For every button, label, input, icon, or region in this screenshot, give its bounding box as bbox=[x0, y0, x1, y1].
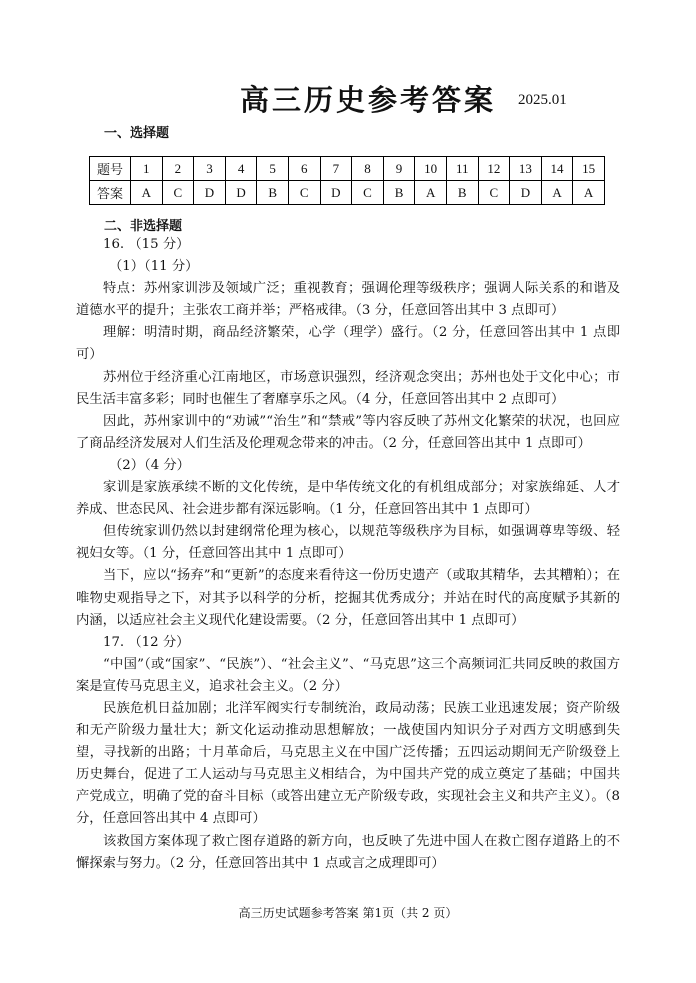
question-number-cell: 8 bbox=[352, 157, 384, 181]
answer-cell: D bbox=[510, 181, 542, 205]
answer-cell: A bbox=[131, 181, 163, 205]
section-heading-nonchoice: 二、非选择题 bbox=[104, 219, 183, 234]
answer-paragraph: 16. （15 分） bbox=[103, 237, 190, 252]
answer-cell: C bbox=[288, 181, 320, 205]
question-number-cell: 6 bbox=[288, 157, 320, 181]
answer-cell: D bbox=[320, 181, 352, 205]
answer-cell: A bbox=[415, 181, 447, 205]
question-number-cell: 7 bbox=[320, 157, 352, 181]
row-label-answer: 答案 bbox=[90, 181, 131, 205]
question-number-cell: 14 bbox=[541, 157, 573, 181]
question-number-cell: 5 bbox=[257, 157, 289, 181]
answer-paragraph: 但传统家训仍然以封建纲常伦理为核心，以规范等级秩序为目标，如强调尊卑等级、轻视妇女等。（1 分，任意回答出其中 1 点即可） bbox=[76, 524, 620, 562]
answer-paragraph: “中国”（或“国家”、“民族”）、“社会主义”、“马克思”这三个高频词汇共同反映的救国方案是宣传马克思主义，追求社会主义。（2 分） bbox=[76, 656, 620, 694]
answer-paragraph: 理解：明清时期，商品经济繁荣，心学（理学）盛行。（2 分，任意回答出其中 1 点即可） bbox=[76, 325, 620, 363]
section-heading-choice: 一、选择题 bbox=[104, 126, 170, 141]
answer-paragraph: （2）（4 分） bbox=[109, 457, 190, 473]
answer-paragraph: 特点：苏州家训涉及领域广泛；重视教育；强调伦理等级秩序；强调人际关系的和谐及道德水平的提升；主张农工商并举；严格戒律。（3 分，任意回答出其中 3 点即可） bbox=[76, 281, 620, 319]
answer-cell: C bbox=[162, 181, 194, 205]
question-number-cell: 9 bbox=[383, 157, 415, 181]
answer-cell: B bbox=[446, 181, 478, 205]
answer-paragraph: 民族危机日益加剧；北洋军阀实行专制统治，政局动荡；民族工业迅速发展；资产阶级和无产阶级力量壮大；新文化运动推动思想解放；一战使国内知识分子对西方文明感到失望，寻找新的出路；十月革命后，马克思主义在中国广泛传播；五四运动期间无产阶级登上历史舞台，促进了工人运动与马克思主义相结合，为中国共产党的成立奠定了基础；中国共产党成立，明确了党的奋斗目标（或答出建立无产阶级专政，实现社会主义和共产主义）。（8 分，任意回答出其中 4 点即可） bbox=[76, 700, 620, 827]
page-title: 高三历史参考答案 bbox=[239, 83, 496, 117]
question-number-cell: 13 bbox=[510, 157, 542, 181]
answer-cell: A bbox=[573, 181, 605, 205]
answer-paragraph: 当下，应以“扬弃”和“更新”的态度来看待这一份历史遗产（或取其精华，去其糟粕）；在唯物史观指导之下，对其予以科学的分析，挖掘其优秀成分；并站在时代的高度赋予其新的内涵，以适应社会主义现代化建设需要。（2 分，任意回答出其中 1 点即可） bbox=[76, 568, 620, 628]
question-number-cell: 2 bbox=[162, 157, 194, 181]
answer-cell: D bbox=[225, 181, 257, 205]
answer-cell: B bbox=[257, 181, 289, 205]
question-number-cell: 15 bbox=[573, 157, 605, 181]
question-number-cell: 1 bbox=[131, 157, 163, 181]
question-number-cell: 3 bbox=[194, 157, 226, 181]
answer-paragraph: 家训是家族承续不断的文化传统，是中华传统文化的有机组成部分；对家族绵延、人才养成、世态民风、社会进步都有深远影响。（1 分，任意回答出其中 1 点即可） bbox=[76, 480, 620, 518]
answer-paragraph: （1）（11 分） bbox=[109, 259, 199, 275]
question-number-cell: 11 bbox=[446, 157, 478, 181]
answer-paragraph: 17. （12 分） bbox=[103, 634, 190, 650]
answer-cell: C bbox=[478, 181, 510, 205]
question-number-cell: 12 bbox=[478, 157, 510, 181]
answer-row bbox=[90, 181, 605, 205]
answer-table bbox=[89, 156, 605, 205]
answer-cell: C bbox=[352, 181, 384, 205]
answer-paragraph: 因此，苏州家训中的“劝诫”“治生”和“禁戒”等内容反映了苏州文化繁荣的状况，也回应了商品经济发展对人们生活及伦理观念带来的冲击。（2 分，任意回答出其中 1 点即可） bbox=[76, 413, 620, 451]
answer-cell: D bbox=[194, 181, 226, 205]
question-number-cell: 10 bbox=[415, 157, 447, 181]
answer-paragraph: 该救国方案体现了救亡图存道路的新方向，也反映了先进中国人在救亡图存道路上的不懈探索与努力。（2 分，任意回答出其中 1 点或言之成理即可） bbox=[76, 833, 620, 871]
answer-cell: A bbox=[541, 181, 573, 205]
answer-paragraph: 苏州位于经济重心江南地区，市场意识强烈，经济观念突出；苏州也处于文化中心；市民生活丰富多彩；同时也催生了奢靡享乐之风。（4 分，任意回答出其中 2 点即可） bbox=[76, 369, 620, 407]
question-number-cell: 4 bbox=[225, 157, 257, 181]
answer-cell: B bbox=[383, 181, 415, 205]
page-title-block bbox=[0, 78, 696, 119]
row-label-number: 题号 bbox=[90, 157, 131, 181]
question-number-row bbox=[90, 157, 605, 181]
answer-body bbox=[76, 234, 620, 875]
exam-date: 2025.01 bbox=[518, 92, 567, 108]
page-footer: 高三历史试题参考答案 第1页（共 2 页） bbox=[238, 906, 458, 920]
